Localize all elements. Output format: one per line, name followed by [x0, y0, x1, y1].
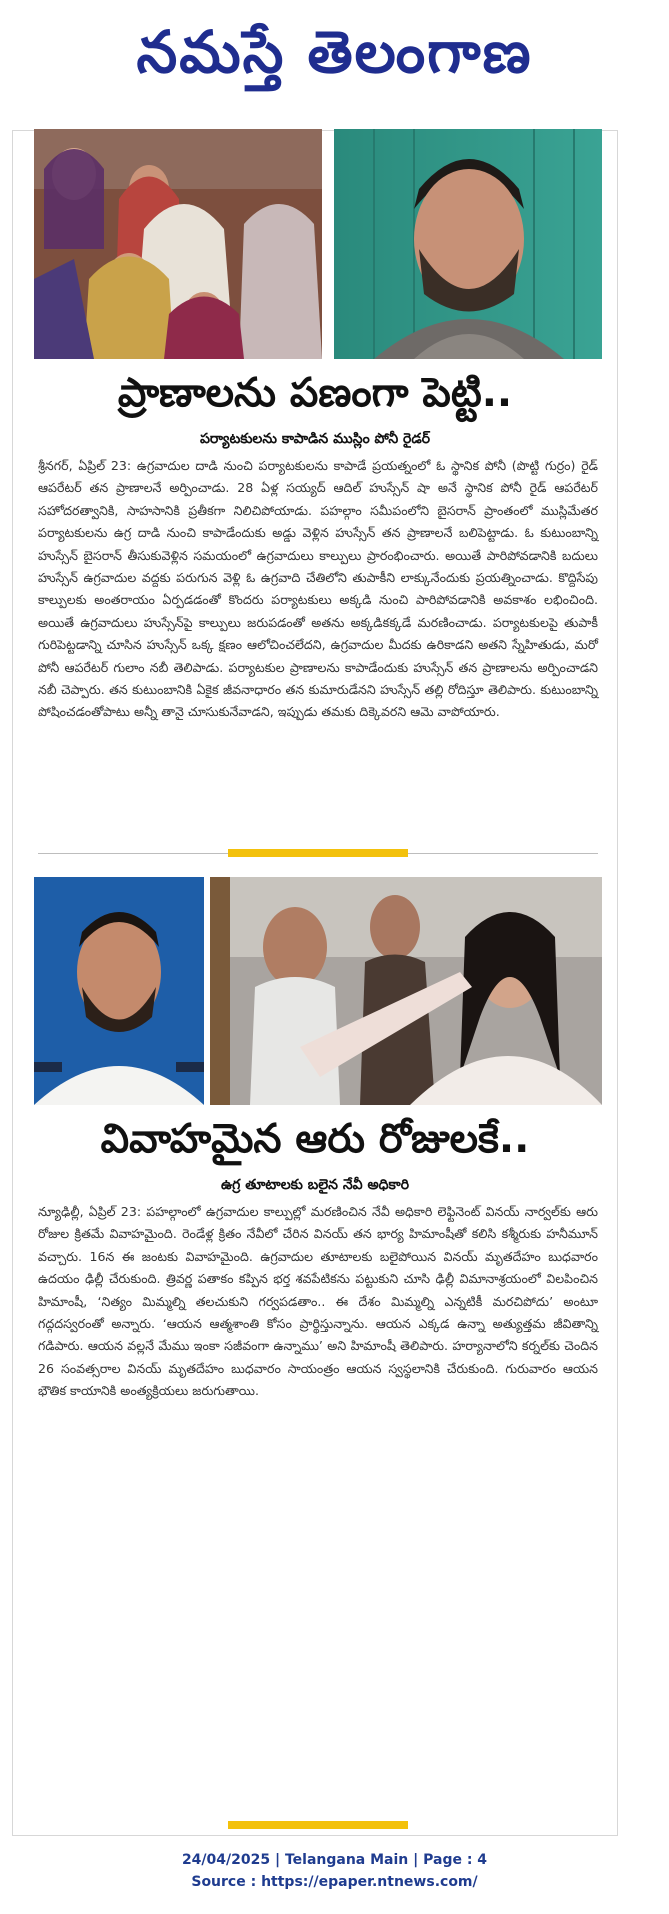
news-page — [12, 130, 618, 1836]
photo-pony-rider-portrait — [334, 129, 602, 359]
article1-subheadline: పర్యాటకులను కాపాడిన ముస్లిం పోనీ రైడర్ — [199, 431, 431, 447]
divider-accent-bar — [228, 849, 408, 857]
footer-dateline: 24/04/2025 | Telangana Main | Page : 4 — [181, 1852, 488, 1868]
article2-headline: వివాహమైన ఆరు రోజులకే.. — [100, 1116, 530, 1162]
masthead — [0, 0, 669, 118]
photo-navy-officer-portrait — [34, 877, 204, 1105]
article2-subheadline: ఉగ్ర తూటాలకు బలైన నేవీ అధికారి — [220, 1177, 409, 1193]
article1-body: శ్రీనగర్, ఏప్రిల్ 23: ఉగ్రవాదుల దాడి నుంచి పర్యాటకులను కాపాడే ప్రయత్నంలో ఓ స్థానిక పోనీ (పొట్టి గుర్రం) రైడ్ ఆపరేటర్ తన ప్రాణాలనే అర్పించాడు. 28 ఏళ్ల సయ్యద్ ఆదిల్ హుస్సేన్ షా అనే స్థానిక పోనీ రైడ్ ఆపరేటర్ సహోదరత్వానికి, సాహసానికి ప్రతీకగా నిలిచిపోయాడు. పహల్గాం సమీపంలోని బైసరాన్ ప్రాంతంలో ముస్లిమేతర పర్యాటకులను ఉగ్ర దాడి నుంచి కాపాడేందుకు అడ్డు వెళ్లిన హుస్సేన్ తన ప్రాణాలనే బలిపెట్టాడు. ఓ కుటుంబాన్ని హుస్సేన్ బైసరాన్ తీసుకువెళ్లిన సమయంలో ఉగ్రవాదులు కాల్పులు ప్రారంభించారు. అయితే పారిపోవడానికి బదులు హుస్సేన్ ఉగ్రవాదుల వద్దకు పరుగున వెళ్లి ఓ ఉగ్రవాది చేతిలోని తుపాకీని లాక్కునేందుకు ప్రయత్నించాడు. కొద్దిసేపు కాల్పులకు అంతరాయం ఏర్పడడంతో కొందరు పర్యాటకులు అక్కడి నుంచి పారిపోవడానికి అవకాశం లభించింది. అయితే ఉగ్రవాదులు హుస్సేన్‌పై కాల్పులు జరుపడంతో అతను అక్కడికక్కడే మరణించాడు. పర్యాటకులపై తుపాకీ గురిపెట్టడాన్ని చూసిన హుస్సేన్ ఒక్క క్షణం ఆలోచించలేదని, ఉగ్రవాదుల మీదకు ఉరికాడని అతని స్నేహితుడు, మరో పోనీ ఆపరేటర్ గులాం నబీ తెలిపాడు. పర్యాటకుల ప్రాణాలను కాపాడేందుకు హుస్సేన్ తన ప్రాణాలను అర్పించాడని నబీ చెప్పారు. తన కుటుంబానికి ఏకైక జీవనాధారం తన కుమారుడేనని హుస్సేన్ తల్లి రోదిస్తూ తెలిపారు. కుటుంబాన్ని పోషించడంతోపాటు అన్నీ తానై చూసుకునేవాడని, ఇప్పుడు తమకు దిక్కెవరని ఆమె వాపోయారు. — [38, 458, 598, 720]
divider-accent-bar-bottom — [228, 1821, 408, 1829]
masthead-title: నమస్తే తెలంగాణ — [136, 17, 533, 86]
article-divider — [38, 853, 598, 854]
article2-body: న్యూఢిల్లీ, ఏప్రిల్ 23: పహల్గాంలో ఉగ్రవాదుల కాల్పుల్లో మరణించిన నేవీ అధికారి లెఫ్టినెంట్ వినయ్ నార్వల్‌కు ఆరు రోజుల క్రితమే వివాహమైంది. రెండేళ్ల క్రితం నేవీలో చేరిన వినయ్ తన భార్య హిమాంషీతో కలిసి కశ్మీరుకు హనీమూన్ వచ్చారు. 16న ఈ జంటకు వివాహమైంది. ఉగ్రవాదుల తూటాలకు బలైపోయిన వినయ్ మృతదేహం బుధవారం ఉదయం ఢిల్లీ చేరుకుంది. త్రివర్ణ పతాకం కప్పిన భర్త శవపేటికను పట్టుకుని చూసి ఢిల్లీ విమానాశ్రయంలో విలపించిన హిమాంషీ, ‘నిత్యం మిమ్మల్ని తలచుకుని గర్వపడతాం.. ఈ దేశం మిమ్మల్ని ఎన్నటికీ మరచిపోదు’ అంటూ గద్గదస్వరంతో అన్నారు. ‘ఆయన ఆత్మశాంతి కోసం ప్రార్థిస్తున్నాను. ఆయన ఎక్కడ ఉన్నా అత్యుత్తమ జీవితాన్ని గడిపారు. ఆయన వల్లనే మేము ఇంకా సజీవంగా ఉన్నాము’ అని హిమాంషీ తెలిపారు. హర్యానాలోని కర్నల్‌కు చెందిన 26 సంవత్సరాల వినయ్ మృతదేహం బుధవారం సాయంత్రం ఆయన స్వస్థలానికి చేరుకుంది. గురువారం ఆయన భౌతిక కాయానికి అంత్యక్రియలు జరుగుతాయి. — [38, 1204, 598, 1399]
photo-mourning-women — [34, 129, 322, 359]
article1-headline: ప్రాణాలను పణంగా పెట్టి.. — [117, 370, 513, 416]
footer-source: Source : https://epaper.ntnews.com/ — [191, 1874, 478, 1890]
photo-wife-salute — [210, 877, 602, 1105]
article-divider-bottom — [38, 1825, 598, 1826]
